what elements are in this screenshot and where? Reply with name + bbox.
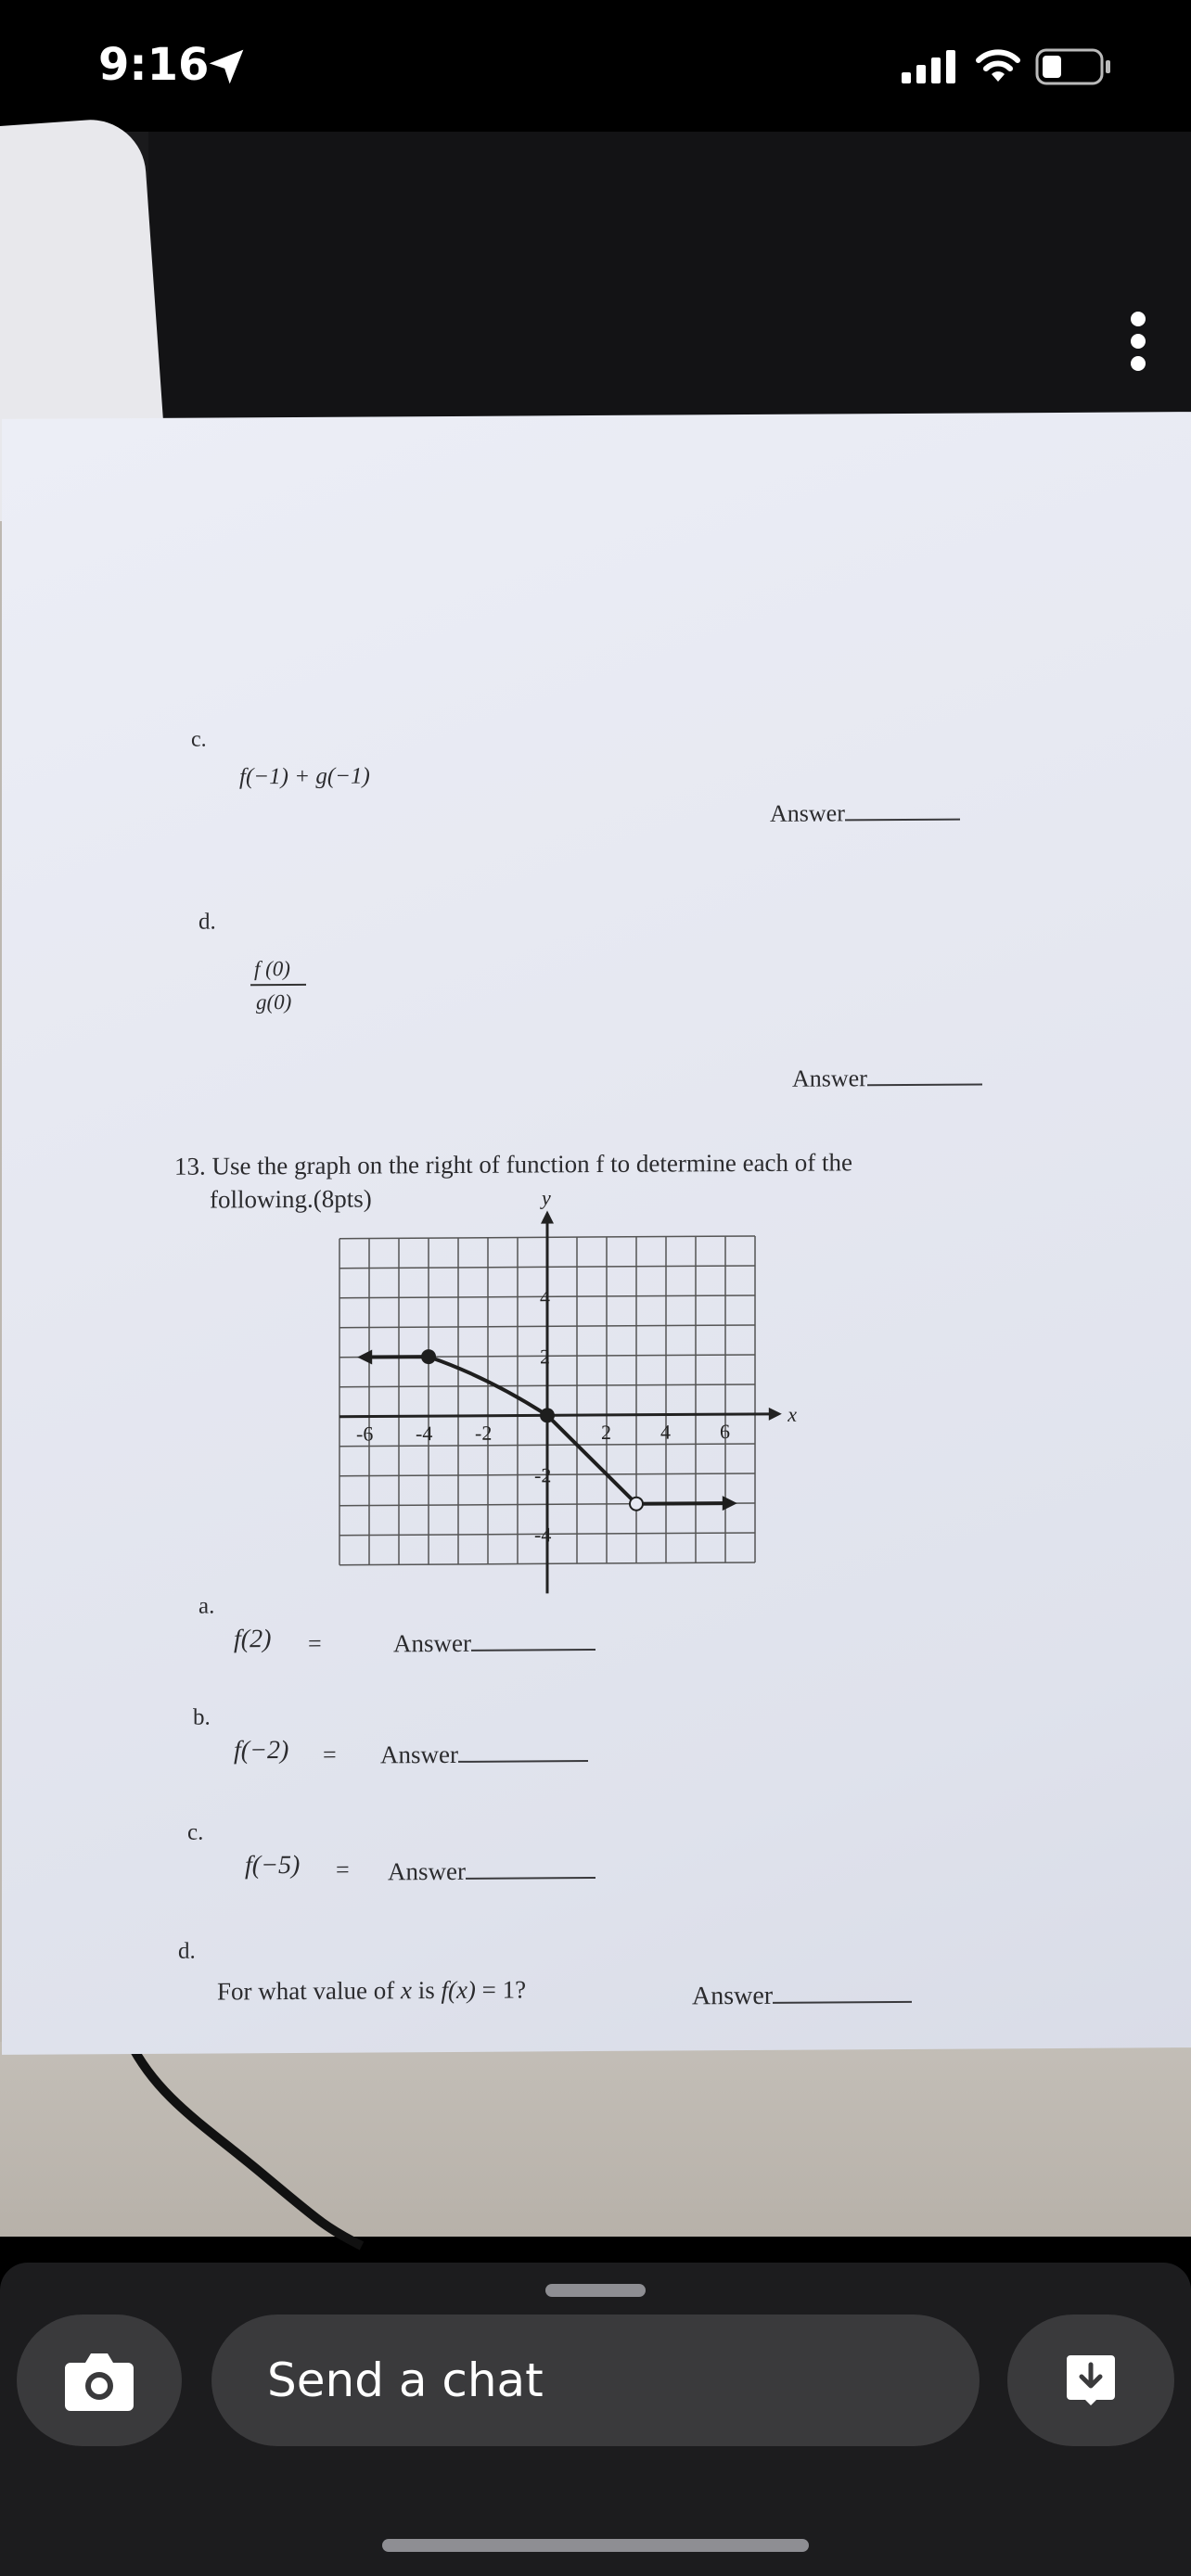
x-tick-label: 4 bbox=[660, 1420, 671, 1444]
x-axis bbox=[339, 1414, 773, 1417]
part-b-letter: b. bbox=[193, 1704, 211, 1730]
answer-label: Answer bbox=[692, 1981, 774, 2011]
cellular-signal-icon bbox=[902, 50, 959, 83]
item-d-numerator: f (0) bbox=[254, 957, 290, 981]
curve-right-arrow bbox=[723, 1496, 737, 1511]
save-to-camera-roll-button[interactable] bbox=[1007, 2315, 1174, 2446]
part-a-letter: a. bbox=[198, 1593, 215, 1619]
snap-photo bbox=[0, 132, 1191, 2237]
problem-13-line-2: following.(8pts) bbox=[210, 1184, 372, 1214]
fraction-bar bbox=[250, 984, 306, 986]
x-axis-label: x bbox=[788, 1402, 797, 1426]
x-tick-label: -2 bbox=[475, 1421, 493, 1445]
item-d-answer bbox=[792, 1064, 982, 1092]
answer-label: Answer bbox=[388, 1856, 466, 1886]
answer-label: Answer bbox=[792, 1065, 867, 1092]
y-axis-label: y bbox=[542, 1186, 551, 1210]
part-d-letter: d. bbox=[178, 1938, 196, 1964]
part-b-equals: = bbox=[323, 1741, 337, 1768]
chat-placeholder: Send a chat bbox=[267, 2353, 544, 2407]
item-c-answer bbox=[770, 799, 960, 828]
camera-button[interactable] bbox=[17, 2315, 182, 2446]
y-tick-label: -4 bbox=[534, 1523, 552, 1547]
part-c-letter: c. bbox=[187, 1819, 204, 1845]
black-cable bbox=[121, 2042, 399, 2246]
dark-background bbox=[148, 132, 1191, 428]
part-b-expression: f(−2) bbox=[234, 1736, 289, 1766]
more-options-icon[interactable] bbox=[1124, 308, 1152, 375]
curve-point bbox=[630, 1498, 643, 1511]
part-b-answer bbox=[380, 1740, 588, 1769]
send-chat-input[interactable] bbox=[211, 2315, 980, 2446]
x-tick-label: -6 bbox=[356, 1422, 374, 1446]
wifi-icon bbox=[974, 46, 1022, 83]
part-d-answer bbox=[692, 1981, 912, 2011]
item-c-letter: c. bbox=[191, 727, 207, 752]
answer-label: Answer bbox=[380, 1740, 458, 1769]
part-c-answer bbox=[388, 1856, 596, 1886]
answer-label: Answer bbox=[393, 1628, 471, 1658]
item-d-letter: d. bbox=[198, 909, 216, 935]
camera-icon bbox=[63, 2348, 135, 2413]
answer-label: Answer bbox=[770, 799, 845, 827]
location-arrow-icon bbox=[206, 46, 247, 87]
part-c-equals: = bbox=[336, 1855, 350, 1883]
y-tick-label: -2 bbox=[534, 1463, 552, 1487]
curve-left-arrow bbox=[357, 1349, 372, 1364]
battery-icon bbox=[1035, 48, 1113, 85]
function-graph bbox=[345, 1186, 797, 1586]
part-a-answer bbox=[393, 1628, 596, 1658]
worksheet-paper bbox=[2, 412, 1191, 2055]
download-icon bbox=[1065, 2353, 1117, 2407]
curve-point bbox=[541, 1409, 554, 1422]
curve-point bbox=[422, 1350, 435, 1363]
status-bar bbox=[0, 0, 1191, 130]
home-indicator[interactable] bbox=[382, 2539, 809, 2552]
item-c-expression: f(−1) + g(−1) bbox=[239, 763, 370, 790]
x-tick-label: 2 bbox=[601, 1420, 611, 1444]
y-tick-label: 4 bbox=[540, 1285, 550, 1309]
problem-13-line-1: 13. Use the graph on the right of function f to determine each of the bbox=[174, 1148, 853, 1180]
status-time: 9:16 bbox=[98, 39, 210, 91]
part-d-question: For what value of x is f(x) = 1? bbox=[217, 1975, 527, 2006]
x-tick-label: -4 bbox=[416, 1422, 433, 1446]
x-axis-arrow bbox=[769, 1408, 782, 1421]
item-d-denominator: g(0) bbox=[256, 990, 292, 1014]
part-a-expression: f(2) bbox=[234, 1625, 272, 1654]
drag-handle[interactable] bbox=[545, 2284, 646, 2297]
x-tick-label: 6 bbox=[720, 1420, 730, 1444]
part-a-equals: = bbox=[308, 1629, 322, 1657]
part-c-expression: f(−5) bbox=[245, 1850, 301, 1881]
y-tick-label: 2 bbox=[540, 1345, 550, 1369]
y-axis-arrow bbox=[541, 1210, 554, 1223]
